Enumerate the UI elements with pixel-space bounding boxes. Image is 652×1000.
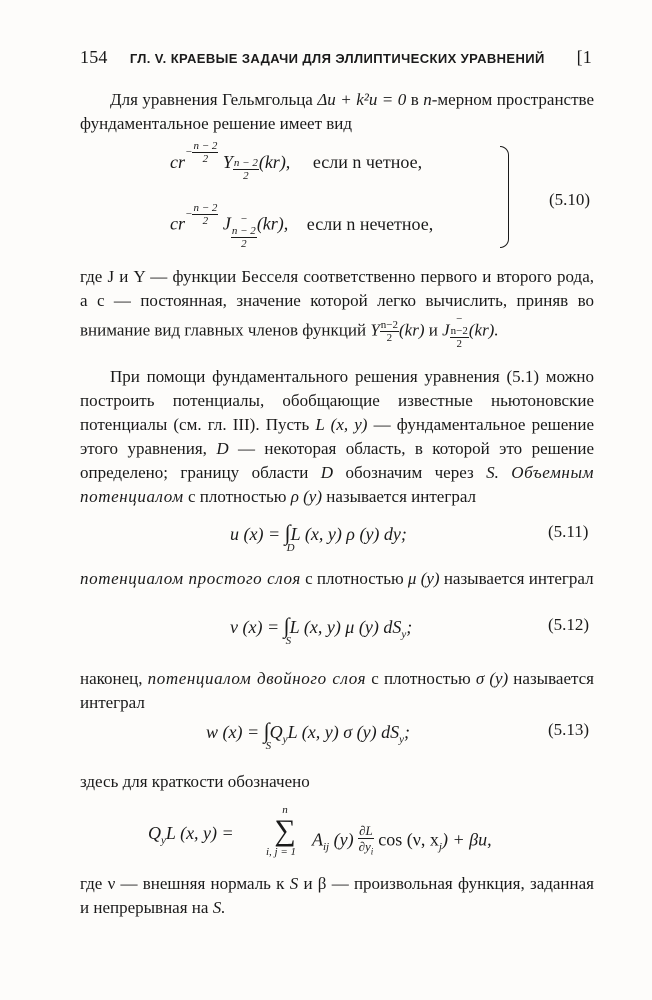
eq-c: cr [170, 213, 185, 234]
running-header [80, 47, 600, 68]
paragraph-helmholtz [80, 88, 594, 136]
text: и β — произвольная функция, заданная и непрерывная на [80, 874, 594, 917]
text: называется интеграл [322, 487, 476, 506]
text: -мерном пространстве фундаментальное решение имеет вид [80, 90, 594, 133]
math: S. [486, 463, 499, 482]
math: L (x, y) [315, 415, 368, 434]
math: S. [212, 898, 226, 917]
eq-number-5-11: (5.11) [548, 522, 589, 541]
punct: ; [403, 722, 410, 742]
arg: (kr) [399, 320, 425, 340]
helmholtz-formula: Δu + k²u = 0 [317, 90, 407, 109]
paragraph-double-layer [80, 667, 594, 715]
text: где J и Y — функции Бесселя соответственно первого и второго рода, а c — постоянная, значение которой легко вычислить, приняв во внимание вид главных членов функций [80, 267, 594, 340]
sub-y: y [399, 733, 404, 746]
chapter-title: ГЛ. V. КРАЕВЫЕ ЗАДАЧИ ДЛЯ ЭЛЛИПТИЧЕСКИХ УРАВНЕНИЙ [129, 51, 545, 66]
math: D [216, 439, 229, 458]
arg: (kr). [468, 320, 499, 340]
domain-d: D [286, 542, 295, 554]
coef-a: A [312, 829, 323, 850]
text: здесь для краткости обозначено [80, 772, 310, 791]
equation-5-11: u (x) = ∫ D L (x, y) ρ (y) dy; [230, 520, 407, 554]
sum-sign: ∑ [274, 814, 296, 847]
exp-den: 2 [202, 153, 209, 165]
eq-number-5-10: (5.10) [549, 190, 591, 209]
exp-num: n − 2 [193, 140, 218, 152]
lhs: u (x) = [230, 524, 285, 544]
arg: (kr), [256, 213, 289, 234]
text: в [406, 90, 424, 109]
exp-num: n − 2 [193, 201, 218, 214]
text [499, 463, 511, 482]
text: — фундаментальное решение этого уравнения, [80, 415, 594, 458]
right-brace [500, 146, 509, 248]
var-n: n [423, 90, 432, 109]
condition-even: если n четное, [312, 152, 423, 173]
equation-5-12: v (x) = ∫ S L (x, y) μ (y) $dS_y$; [230, 613, 413, 647]
paragraph-notation [80, 770, 594, 794]
bessel-y: Y [222, 152, 233, 173]
condition-odd: если n нечетное, [306, 213, 434, 234]
text: называется интеграл [439, 569, 594, 588]
equation-5-13: w (x) = ∫ S $Q_yL$ (x, y) σ (y) $dS_y$; [206, 718, 410, 752]
q-operator: Q [269, 722, 283, 742]
sub-den: 2 [386, 332, 393, 344]
integrand: L (x, y) σ (y) dS [287, 722, 400, 742]
sub-ij: ij [323, 841, 330, 854]
sum-upper: n [282, 804, 288, 816]
lhs: w (x) = [206, 722, 264, 742]
text: При помощи фундаментального решения уравнения (5.1) можно построить потенциалы, обобщающие известные ньютоновские потенциалы (см. гл. III). Пусть [80, 367, 594, 434]
text: обозначим через [333, 463, 487, 482]
paragraph-potentials [80, 365, 594, 509]
arg: (kr), [258, 152, 291, 173]
text: с плотностью [183, 487, 291, 506]
q-operator: Q [148, 823, 161, 843]
term-volume-potential: Объемным потенциалом [80, 463, 595, 506]
sub-num: n − 2 [233, 157, 258, 170]
surface-s: S [285, 635, 292, 647]
bessel-j: J [222, 213, 231, 234]
page-number: 154 [80, 47, 108, 67]
exp-den: 2 [202, 214, 209, 227]
arg: (y) [329, 829, 359, 850]
eq-number-5-13: (5.13) [548, 720, 590, 739]
partial-den: ∂y [358, 839, 371, 854]
sub-den: 2 [243, 170, 249, 183]
section-mark: [1 [576, 47, 592, 67]
text: с плотностью [300, 569, 408, 588]
text: называется интеграл [80, 669, 594, 712]
sub-den: 2 [456, 338, 462, 350]
text: Для уравнения Гельмгольца [110, 90, 318, 109]
fn-y: Y [370, 320, 380, 340]
sum-lower: i, j = 1 [265, 846, 297, 858]
partial-num: ∂L [359, 823, 373, 838]
lhs: v (x) = [230, 617, 284, 637]
lhs: L (x, y) = [165, 823, 234, 843]
cos-term: cos (ν, x [373, 829, 439, 850]
equation-q-operator [148, 804, 568, 870]
text: где ν — внешняя нормаль к [80, 874, 290, 893]
eq-c: cr [170, 152, 185, 173]
integrand: L (x, y) μ (y) dS [289, 617, 402, 637]
paragraph-bessel: где J и Y — функции Бесселя соответственно первого и второго рода, а c — постоянная, значение которой легко вычислить, приняв во внимание вид главных членов функций Y $\frac{n-2}{2}$ (kr) и J− n−2 2 (kr). [80, 267, 594, 350]
equation-5-10-line2: $cr^{- \frac{n - 2}{2}}$ J $_{- n - 2 2}$ (kr), если n нечетное, [170, 201, 434, 250]
sub-den: 2 [241, 238, 247, 250]
sub-y: y [161, 834, 166, 847]
math: D [320, 463, 334, 482]
paragraph-normal [80, 872, 594, 920]
term-simple-layer: потенциалом простого слоя [80, 569, 301, 588]
text: с плотностью [366, 669, 476, 688]
math: μ (y) [407, 569, 440, 588]
math: ρ (y) [290, 487, 322, 506]
sub-num: n−2 [380, 319, 398, 331]
sub-num: n − 2 [231, 225, 256, 237]
equation-5-10-line1: $cr^{- \frac{n - 2}{2}}$ Y $_{\frac{n - 2}{2}}$ (kr), если n четное, [170, 140, 423, 183]
text: и [424, 320, 443, 340]
integrand: L (x, y) ρ (y) dy; [290, 524, 407, 544]
sub-j: j [438, 841, 442, 854]
paragraph-simple-layer [80, 567, 594, 591]
term-double-layer: потенциалом двойного слоя [147, 669, 367, 688]
sub-y: y [401, 628, 407, 641]
text: наконец, [80, 669, 148, 688]
tail: ) + βu, [441, 829, 492, 850]
math: S [289, 874, 299, 893]
sub-num: n−2 [450, 325, 468, 337]
text: — некоторая область, в которой это решение определено; границу области [80, 439, 594, 482]
punct: ; [406, 617, 413, 637]
sub-i: i [370, 846, 374, 857]
surface-s: S [265, 740, 272, 752]
sub-y: y [282, 733, 288, 746]
math: σ (y) [475, 669, 509, 688]
eq-number-5-12: (5.12) [548, 615, 590, 634]
fn-j: J [442, 320, 450, 340]
